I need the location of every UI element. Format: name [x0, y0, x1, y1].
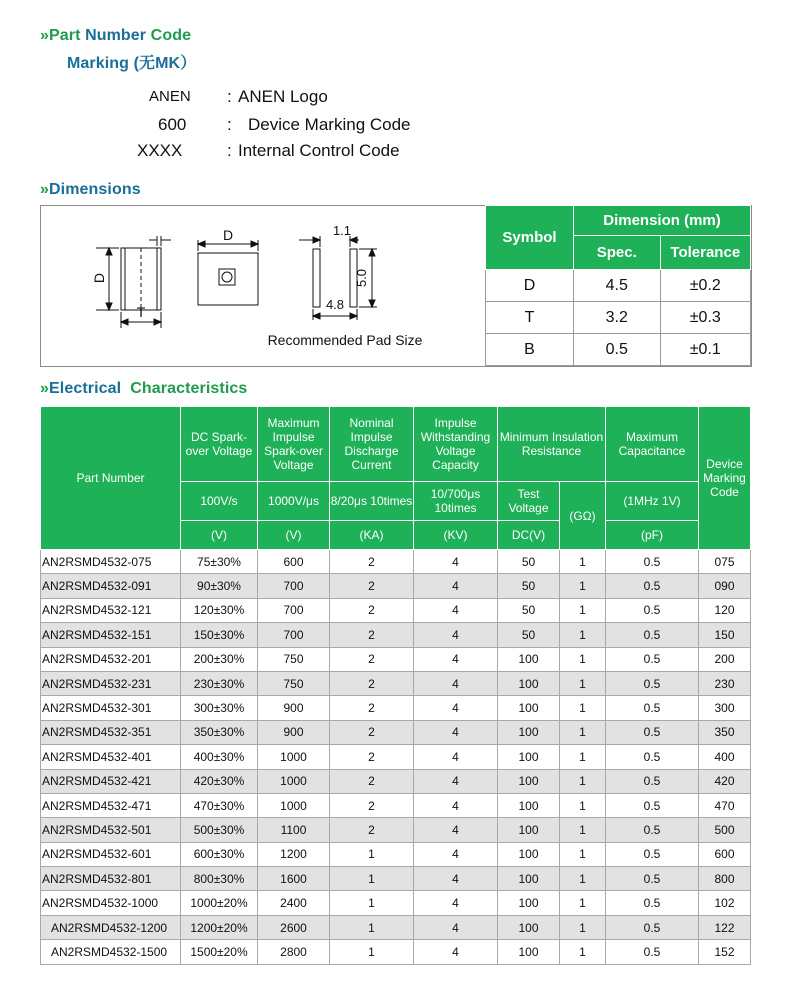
max-impulse-voltage: 750	[258, 671, 330, 695]
table-row	[41, 915, 751, 939]
insulation-resistance: 1	[560, 696, 606, 720]
withstanding-capacity: 4	[414, 769, 498, 793]
device-code: 500	[699, 818, 751, 842]
cond-cap: (1MHz 1V)	[606, 482, 699, 521]
title-word: Characteristics	[130, 380, 248, 397]
test-voltage: 50	[498, 598, 560, 622]
dim-header-tolerance: Tolerance	[660, 236, 750, 270]
capacitance: 0.5	[606, 696, 699, 720]
raquo-glyph: »	[40, 27, 49, 44]
discharge-current: 1	[330, 940, 414, 964]
marking-subtitle-text: Marking (无MK）	[67, 55, 197, 72]
side-view-drawing	[96, 236, 171, 328]
capacitance: 0.5	[606, 623, 699, 647]
withstanding-capacity: 4	[414, 671, 498, 695]
discharge-current: 1	[330, 867, 414, 891]
dim-tolerance: ±0.1	[660, 334, 750, 366]
max-impulse-voltage: 2600	[258, 915, 330, 939]
insulation-resistance: 1	[560, 769, 606, 793]
device-code: 120	[699, 598, 751, 622]
withstanding-capacity: 4	[414, 745, 498, 769]
device-code: 230	[699, 671, 751, 695]
insulation-resistance: 1	[560, 550, 606, 574]
title-word: Code	[146, 27, 192, 44]
part-number: AN2RSMD4532-1500	[41, 940, 181, 964]
max-impulse-voltage: 700	[258, 623, 330, 647]
max-impulse-voltage: 1000	[258, 745, 330, 769]
table-row	[41, 867, 751, 891]
discharge-current: 1	[330, 891, 414, 915]
discharge-current: 2	[330, 598, 414, 622]
dc-spark-voltage: 500±30%	[181, 818, 258, 842]
capacitance: 0.5	[606, 867, 699, 891]
discharge-current: 2	[330, 769, 414, 793]
device-code: 200	[699, 647, 751, 671]
dim-row	[486, 334, 751, 366]
device-code: 600	[699, 842, 751, 866]
marking-desc: Internal Control Code	[238, 141, 400, 160]
pad-label-width: 4.8	[325, 297, 345, 312]
title-word: Dimensions	[49, 181, 141, 198]
insulation-resistance: 1	[560, 574, 606, 598]
capacitance: 0.5	[606, 915, 699, 939]
max-impulse-voltage: 1000	[258, 793, 330, 817]
max-impulse-voltage: 900	[258, 720, 330, 744]
insulation-resistance: 1	[560, 647, 606, 671]
dc-spark-voltage: 800±30%	[181, 867, 258, 891]
dim-symbol: D	[486, 270, 574, 302]
dc-spark-voltage: 120±30%	[181, 598, 258, 622]
dim-label-t: T	[136, 304, 146, 320]
marking-sep: :	[227, 141, 232, 160]
discharge-current: 2	[330, 550, 414, 574]
table-row	[41, 793, 751, 817]
device-code: 122	[699, 915, 751, 939]
marking-sep: :	[227, 115, 232, 134]
capacitance: 0.5	[606, 574, 699, 598]
capacitance: 0.5	[606, 769, 699, 793]
capacitance: 0.5	[606, 647, 699, 671]
insulation-resistance: 1	[560, 891, 606, 915]
title-word: Number	[85, 27, 147, 44]
max-impulse-voltage: 600	[258, 550, 330, 574]
withstanding-capacity: 4	[414, 574, 498, 598]
dc-spark-voltage: 90±30%	[181, 574, 258, 598]
discharge-current: 1	[330, 915, 414, 939]
test-voltage: 100	[498, 940, 560, 964]
unit-kv: (KV)	[414, 521, 498, 550]
capacitance: 0.5	[606, 720, 699, 744]
raquo-glyph: »	[40, 181, 49, 198]
cond-withstand: 10/700μs 10times	[414, 482, 498, 521]
withstanding-capacity: 4	[414, 550, 498, 574]
dim-label-d-top: D	[222, 227, 234, 243]
test-voltage: 100	[498, 842, 560, 866]
dc-spark-voltage: 470±30%	[181, 793, 258, 817]
part-number: AN2RSMD4532-501	[41, 818, 181, 842]
withstanding-capacity: 4	[414, 793, 498, 817]
marking-desc: ANEN Logo	[238, 87, 328, 106]
marking-key: 600	[158, 115, 187, 134]
discharge-current: 2	[330, 574, 414, 598]
dim-header-dimension: Dimension (mm)	[573, 206, 750, 236]
header-impulse-withstanding: Impulse Withstanding Voltage Capacity	[414, 407, 498, 482]
dc-spark-voltage: 1200±20%	[181, 915, 258, 939]
electrical-table-body	[41, 550, 751, 965]
withstanding-capacity: 4	[414, 867, 498, 891]
capacitance: 0.5	[606, 891, 699, 915]
cond-gohm: (GΩ)	[560, 482, 606, 550]
dim-tolerance: ±0.3	[660, 302, 750, 334]
dim-spec: 4.5	[573, 270, 660, 302]
title-word: Part	[49, 27, 86, 44]
max-impulse-voltage: 700	[258, 598, 330, 622]
electrical-table	[40, 406, 751, 965]
table-row	[41, 891, 751, 915]
capacitance: 0.5	[606, 550, 699, 574]
discharge-current: 2	[330, 623, 414, 647]
capacitance: 0.5	[606, 940, 699, 964]
capacitance: 0.5	[606, 745, 699, 769]
part-number: AN2RSMD4532-201	[41, 647, 181, 671]
header-nominal-discharge: Nominal Impulse Discharge Current	[330, 407, 414, 482]
discharge-current: 2	[330, 818, 414, 842]
discharge-current: 2	[330, 671, 414, 695]
table-row	[41, 671, 751, 695]
unit-dcv: DC(V)	[498, 521, 560, 550]
dim-header-symbol: Symbol	[486, 206, 574, 270]
withstanding-capacity: 4	[414, 891, 498, 915]
test-voltage: 100	[498, 867, 560, 891]
test-voltage: 100	[498, 647, 560, 671]
discharge-current: 2	[330, 793, 414, 817]
test-voltage: 50	[498, 623, 560, 647]
cond-test-voltage: Test Voltage	[498, 482, 560, 521]
marking-desc: Device Marking Code	[248, 115, 411, 134]
unit-ka: (KA)	[330, 521, 414, 550]
max-impulse-voltage: 750	[258, 647, 330, 671]
max-impulse-voltage: 1000	[258, 769, 330, 793]
test-voltage: 100	[498, 915, 560, 939]
header-part-number: Part Number	[41, 407, 181, 550]
withstanding-capacity: 4	[414, 623, 498, 647]
dim-row	[486, 270, 751, 302]
withstanding-capacity: 4	[414, 696, 498, 720]
unit-pf: (pF)	[606, 521, 699, 550]
table-row	[41, 598, 751, 622]
marking-sep: :	[227, 87, 232, 106]
dimension-table	[485, 205, 751, 366]
insulation-resistance: 1	[560, 671, 606, 695]
insulation-resistance: 1	[560, 940, 606, 964]
discharge-current: 2	[330, 720, 414, 744]
header-dc-spark: DC Spark-over Voltage	[181, 407, 258, 482]
withstanding-capacity: 4	[414, 940, 498, 964]
marking-key: XXXX	[137, 141, 183, 160]
max-impulse-voltage: 1100	[258, 818, 330, 842]
discharge-current: 1	[330, 842, 414, 866]
insulation-resistance: 1	[560, 818, 606, 842]
test-voltage: 100	[498, 818, 560, 842]
insulation-resistance: 1	[560, 867, 606, 891]
component-drawing	[41, 206, 481, 366]
withstanding-capacity: 4	[414, 915, 498, 939]
test-voltage: 100	[498, 671, 560, 695]
table-row	[41, 647, 751, 671]
part-number: AN2RSMD4532-351	[41, 720, 181, 744]
part-number-title	[40, 27, 191, 45]
part-number: AN2RSMD4532-121	[41, 598, 181, 622]
device-code: 420	[699, 769, 751, 793]
capacitance: 0.5	[606, 671, 699, 695]
capacitance: 0.5	[606, 842, 699, 866]
max-impulse-voltage: 2800	[258, 940, 330, 964]
capacitance: 0.5	[606, 818, 699, 842]
dc-spark-voltage: 1000±20%	[181, 891, 258, 915]
dc-spark-voltage: 75±30%	[181, 550, 258, 574]
test-voltage: 100	[498, 745, 560, 769]
dc-spark-voltage: 200±30%	[181, 647, 258, 671]
table-row	[41, 842, 751, 866]
table-row	[41, 769, 751, 793]
pad-label-height: 5.0	[354, 268, 369, 288]
test-voltage: 100	[498, 793, 560, 817]
capacitance: 0.5	[606, 793, 699, 817]
device-code: 300	[699, 696, 751, 720]
dc-spark-voltage: 350±30%	[181, 720, 258, 744]
device-code: 075	[699, 550, 751, 574]
dim-spec: 0.5	[573, 334, 660, 366]
device-code: 150	[699, 623, 751, 647]
insulation-resistance: 1	[560, 623, 606, 647]
dc-spark-voltage: 420±30%	[181, 769, 258, 793]
dc-spark-voltage: 600±30%	[181, 842, 258, 866]
device-code: 470	[699, 793, 751, 817]
table-row	[41, 696, 751, 720]
max-impulse-voltage: 1200	[258, 842, 330, 866]
table-row	[41, 818, 751, 842]
device-code: 400	[699, 745, 751, 769]
withstanding-capacity: 4	[414, 720, 498, 744]
header-max-impulse: Maximum Impulse Spark-over Voltage	[258, 407, 330, 482]
pad-caption: Recommended Pad Size	[267, 332, 423, 348]
max-impulse-voltage: 700	[258, 574, 330, 598]
device-code: 350	[699, 720, 751, 744]
insulation-resistance: 1	[560, 720, 606, 744]
unit-v: (V)	[258, 521, 330, 550]
insulation-resistance: 1	[560, 842, 606, 866]
part-number: AN2RSMD4532-1200	[41, 915, 181, 939]
marking-key: ANEN	[149, 88, 191, 105]
table-row	[41, 550, 751, 574]
part-number: AN2RSMD4532-801	[41, 867, 181, 891]
withstanding-capacity: 4	[414, 647, 498, 671]
dim-symbol: B	[486, 334, 574, 366]
table-row	[41, 745, 751, 769]
header-max-capacitance: Maximum Capacitance	[606, 407, 699, 482]
insulation-resistance: 1	[560, 915, 606, 939]
pad-label-gap: 1.1	[332, 223, 352, 238]
test-voltage: 100	[498, 696, 560, 720]
header-min-insulation: Minimum Insulation Resistance	[498, 407, 606, 482]
electrical-title	[40, 380, 247, 398]
part-number: AN2RSMD4532-421	[41, 769, 181, 793]
cond-dc: 100V/s	[181, 482, 258, 521]
dc-spark-voltage: 230±30%	[181, 671, 258, 695]
part-number: AN2RSMD4532-401	[41, 745, 181, 769]
dim-spec: 3.2	[573, 302, 660, 334]
discharge-current: 2	[330, 745, 414, 769]
insulation-resistance: 1	[560, 793, 606, 817]
table-row	[41, 574, 751, 598]
max-impulse-voltage: 2400	[258, 891, 330, 915]
dim-symbol: T	[486, 302, 574, 334]
dimensions-title	[40, 181, 141, 199]
dc-spark-voltage: 150±30%	[181, 623, 258, 647]
header-device-code: Device Marking Code	[699, 407, 751, 550]
part-number: AN2RSMD4532-601	[41, 842, 181, 866]
device-code: 800	[699, 867, 751, 891]
dimensions-panel	[40, 205, 752, 367]
insulation-resistance: 1	[560, 745, 606, 769]
capacitance: 0.5	[606, 598, 699, 622]
discharge-current: 2	[330, 647, 414, 671]
marking-subtitle	[67, 50, 196, 73]
part-number: AN2RSMD4532-471	[41, 793, 181, 817]
dim-label-d-side: D	[91, 272, 107, 284]
dim-tolerance: ±0.2	[660, 270, 750, 302]
table-row	[41, 940, 751, 964]
test-voltage: 50	[498, 550, 560, 574]
test-voltage: 100	[498, 720, 560, 744]
dim-header-spec: Spec.	[573, 236, 660, 270]
dim-row	[486, 302, 751, 334]
unit-v: (V)	[181, 521, 258, 550]
insulation-resistance: 1	[560, 598, 606, 622]
test-voltage: 100	[498, 891, 560, 915]
max-impulse-voltage: 1600	[258, 867, 330, 891]
top-view-drawing	[198, 240, 258, 305]
discharge-current: 2	[330, 696, 414, 720]
test-voltage: 100	[498, 769, 560, 793]
device-code: 090	[699, 574, 751, 598]
device-code: 152	[699, 940, 751, 964]
device-code: 102	[699, 891, 751, 915]
withstanding-capacity: 4	[414, 598, 498, 622]
table-row	[41, 623, 751, 647]
dc-spark-voltage: 1500±20%	[181, 940, 258, 964]
raquo-glyph: »	[40, 380, 49, 397]
cond-impulse: 1000V/μs	[258, 482, 330, 521]
cond-discharge: 8/20μs 10times	[330, 482, 414, 521]
table-row	[41, 720, 751, 744]
part-number: AN2RSMD4532-1000	[41, 891, 181, 915]
title-word: Electrical	[49, 380, 122, 397]
test-voltage: 50	[498, 574, 560, 598]
dc-spark-voltage: 300±30%	[181, 696, 258, 720]
withstanding-capacity: 4	[414, 818, 498, 842]
part-number: AN2RSMD4532-075	[41, 550, 181, 574]
max-impulse-voltage: 900	[258, 696, 330, 720]
part-number: AN2RSMD4532-151	[41, 623, 181, 647]
dc-spark-voltage: 400±30%	[181, 745, 258, 769]
part-number: AN2RSMD4532-301	[41, 696, 181, 720]
withstanding-capacity: 4	[414, 842, 498, 866]
part-number: AN2RSMD4532-091	[41, 574, 181, 598]
part-number: AN2RSMD4532-231	[41, 671, 181, 695]
